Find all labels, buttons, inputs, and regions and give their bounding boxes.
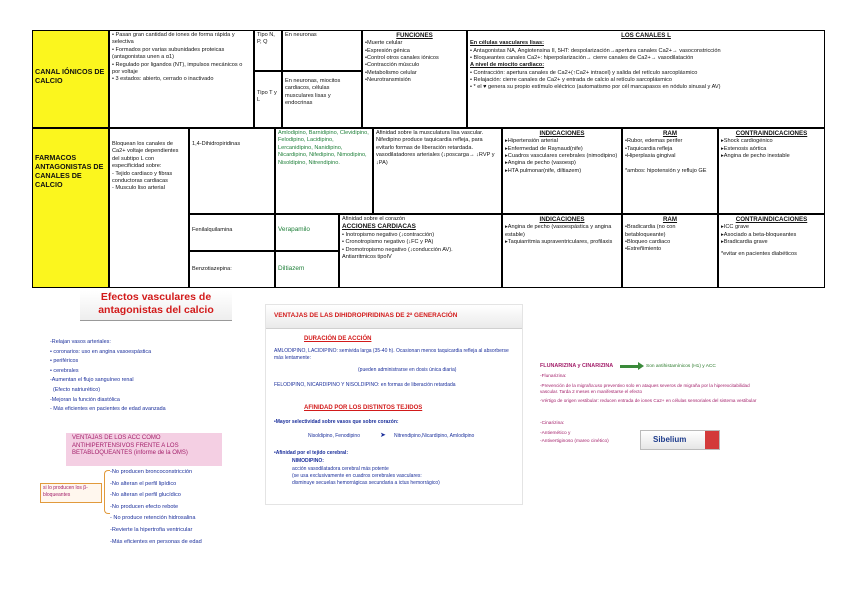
funcion-item: •Neurotransmisión bbox=[365, 77, 411, 84]
contraindicaciones-title: CONTRAINDICACIONES bbox=[735, 130, 808, 137]
sibelium-box-image bbox=[640, 430, 720, 450]
amlo-text: AMLODIPINO, LACIDIPINO: semivida larga (35-40 h). Ocasionan menos taquicardia refleja al absorberse más lentamente: bbox=[274, 348, 509, 361]
dhp-afinidad-cell bbox=[373, 128, 502, 214]
cardio-line: Afinidad sobre el corazón bbox=[342, 216, 406, 222]
cina-line: -Antiemético y bbox=[540, 431, 571, 436]
ventaja-item: -No alteran el perfil lipídico bbox=[110, 480, 177, 487]
nondhp-contra-cell bbox=[718, 214, 825, 288]
efectos-title-box bbox=[80, 291, 232, 321]
indicacion-item: ▸Hipertensión arterial bbox=[505, 138, 558, 145]
funciones-title: FUNCIONES bbox=[396, 32, 433, 39]
contra-item: ▸Estenosis aórtica bbox=[721, 145, 767, 152]
efecto-item: -Relajan vasos arteriales: bbox=[50, 339, 111, 345]
funcion-item: •Control otros canales iónicos bbox=[365, 54, 439, 61]
ventaja-item: -Revierte la hipertrofia ventricular bbox=[110, 526, 193, 533]
cardio-line: • Cronotropismo negativo (↓FC y PA) bbox=[342, 239, 434, 246]
cardio-line: • Inotropismo negativo (↓contracción) bbox=[342, 231, 435, 238]
fenil-label-cell bbox=[189, 214, 275, 251]
row2-label: FARMACOS ANTAGONISTAS DE CANALES DE CALCIO bbox=[35, 153, 104, 189]
cardio-line: • Dromotropismo negativo (↓conducción AV). bbox=[342, 246, 453, 253]
indicaciones-title: INDICACIONES bbox=[539, 216, 585, 223]
row2-desc-1: - Tejido cardiaco y fibras conductoras cardiacas bbox=[112, 170, 173, 184]
cina-head: -Cinarizina: bbox=[540, 421, 565, 426]
ventajas-acc-title: VENTAJAS DE LOS ACC COMO ANTIHIPERTENSIVOS FRENTE A LOS BETABLOQUEANTES (informe de la OMS) bbox=[72, 435, 188, 456]
tipo-tyl-desc: En neuronas, miocitos cardiacos, células musculares lisas y endocrinas bbox=[285, 78, 341, 107]
ventajas-list bbox=[110, 467, 260, 548]
ram-item: •Bloqueo cardiaco bbox=[625, 238, 671, 245]
row1-desc-0: • Pasan gran cantidad de iones de forma rápida y selectiva bbox=[112, 32, 235, 46]
indicacion-item: ▸Cuadros vasculares cerebrales (nimodipino) bbox=[505, 152, 618, 159]
ram-item: •Bradicardia (no con betabloqueante) bbox=[625, 224, 676, 238]
tipo-tyl: Tipo T y L bbox=[257, 90, 277, 104]
sibelium-stripe bbox=[705, 431, 719, 449]
efectos-title-1: Efectos vasculares de bbox=[100, 291, 212, 303]
cardio-line: Antiarritmicos tipoIV bbox=[342, 253, 392, 260]
indicacion-item: ▸HTA pulmonar(nife, diltiazem) bbox=[505, 167, 582, 174]
dhp-indicaciones-cell bbox=[502, 128, 622, 214]
nimo-line: disminuye secuelas hemorrágicas secundaria a ictus hemorrágico) bbox=[292, 479, 440, 486]
contra-item: ▸Bradicardia grave bbox=[721, 238, 768, 245]
canales-line: • Relajación: cierre canales de Ca2+ y entrada de calcio al retículo sarcoplásmico bbox=[470, 77, 673, 84]
canales-line: • * el ♥ genera su propio estímulo eléctrico (automatismo por cél marcapasos en nódulo sinusal y AV) bbox=[470, 84, 721, 91]
ventaja-item: -No alteran el perfil glucídico bbox=[110, 492, 181, 499]
fenil-drug-cell bbox=[275, 214, 339, 251]
ram-item: •Taquicardia refleja bbox=[625, 145, 673, 152]
ram-title: RAM bbox=[662, 130, 678, 137]
dhp-afinidad: Afinidad sobre la musculatura lisa vascular. Nifedipino produce taquicardia refleja, para evitarlo formas de liberación retardada. vasodilatadores arteriales (↓poscarga→ ↓RVP y ↓PA) bbox=[376, 130, 495, 166]
duracion-title: DURACIÓN DE ACCIÓN bbox=[304, 336, 372, 342]
middle-title: VENTAJAS DE LAS DIHIDROPIRIDINAS DE 2ª GENERACIÓN bbox=[274, 312, 458, 319]
benzo-label-cell bbox=[189, 251, 275, 288]
ram-item: •Estreñimiento bbox=[625, 246, 662, 253]
sel-right: Nitrendipino,Nicardipino, Amlodipino bbox=[394, 433, 475, 439]
row2-desc-0: Bloquean los canales de Ca2+ voltaje dependientes del subtipo L con especificidad sobre: bbox=[112, 141, 179, 170]
row1-label: CANAL IÓNICOS DE CALCIO bbox=[35, 67, 105, 85]
indicaciones-title: INDICACIONES bbox=[539, 130, 585, 137]
sibelium-label: Sibelium bbox=[653, 435, 687, 444]
efecto-item: - Más eficientes en pacientes de edad avanzada bbox=[50, 406, 166, 413]
funcion-item: •Expresión génica bbox=[365, 47, 410, 54]
fluna-title: FLUNARIZINA y CINARIZINA bbox=[540, 363, 614, 369]
ventaja-item: -No producen efecto rebote bbox=[110, 503, 179, 510]
dhp-drugs-cell bbox=[275, 128, 373, 214]
efectos-list bbox=[50, 338, 255, 415]
middle-panel bbox=[265, 304, 523, 505]
row1-label-cell bbox=[32, 30, 109, 128]
fenil-label: Fenilalquilamina bbox=[192, 227, 233, 233]
row1-desc-1: • Formados por varias subunidades proteicas (antagonistas unen a α1) bbox=[112, 46, 225, 61]
contra-item: ▸Asociado a beta-bloqueantes bbox=[721, 231, 797, 238]
cardio-actions-cell bbox=[339, 214, 502, 288]
tipo-npq-desc-cell bbox=[282, 30, 362, 71]
canales-line: • Bloqueantes canales Ca2+: hiperpolarización→ cierre canales de Ca2+→ vasodilatación bbox=[470, 54, 694, 61]
ventaja-item: - No produce retención hidrosalina bbox=[110, 515, 196, 522]
betabloq-label: si lo producen los β-bloqueantes bbox=[43, 485, 88, 498]
fluna-arrowhead-icon bbox=[638, 362, 644, 370]
ram-item: •Hiperplasia gingival bbox=[625, 152, 676, 159]
nondhp-ram-cell bbox=[622, 214, 718, 288]
dhp-drugs: Amlodipino, Barnidipino, Clevidipino, Felodipino, Lacidipino, Lercanidipino, Nanidipino, Nicardipino, Nifedipino, Nimodipino, Nisoldipino, Nitrendipino. bbox=[278, 130, 369, 166]
funcion-item: •Contracción músculo bbox=[365, 62, 420, 69]
efecto-item: • coronarios: uso en angina vasoespástica bbox=[50, 348, 152, 355]
tipo-npq-cell bbox=[254, 30, 282, 71]
canales-l-title: LOS CANALES L bbox=[621, 32, 671, 39]
fluna-line: -Prevención de la migraña:uso preventivo solo en ataques severos de migraña por la hiperexcitabilidad vascular. Tarda 2 meses en manifestarse el efecto bbox=[540, 383, 750, 395]
ram-item: *ambos: hipotensión y reflujo GE bbox=[625, 168, 707, 175]
efecto-item: -Mejoran la función diastólica bbox=[50, 396, 120, 403]
row2-description-cell bbox=[109, 128, 189, 288]
ventajas-acc-box bbox=[66, 433, 222, 466]
nimo-title: NIMODIPINO: bbox=[292, 458, 324, 464]
tipo-npq: Tipo N, P, Q bbox=[257, 32, 275, 46]
fluna-head: -Flunarizina: bbox=[540, 374, 567, 379]
indicacion-item: ▸Angina de pecho (vasoesp) bbox=[505, 160, 576, 167]
contra-item: ▸Shock cardiogénico bbox=[721, 138, 773, 145]
contra-item: ▸Angina de pecho inestable bbox=[721, 152, 790, 159]
ventaja-item: -Más eficientes en personas de edad bbox=[110, 538, 202, 545]
benzo-drug-cell bbox=[275, 251, 339, 288]
row1-desc-3: • 3 estados: abierto, cerrado o inactivado bbox=[112, 76, 214, 83]
row1-desc-2: • Regulado por ligandos (NT), impulsos mecánicos o por voltaje bbox=[112, 61, 243, 75]
canales-line: • Contracción: apertura canales de Ca2+(↑Ca2+ intracel) y salida del retículo sarcoplásmico bbox=[470, 69, 698, 76]
benzo-drug: Diltiazem bbox=[278, 265, 305, 272]
contra-item: ▸ICC grave bbox=[721, 224, 749, 231]
contra-item: *evitar en pacientes diabéticos bbox=[721, 251, 797, 258]
amlo-note: (pueden administrarse en dosis única diaria) bbox=[358, 367, 457, 373]
fluna-subtitle: Son antihistamínicos (H1) y ACC bbox=[646, 364, 716, 369]
afinidad-tejido: •Afinidad por el tejido cerebral: bbox=[274, 450, 348, 456]
nimo-lines bbox=[292, 466, 520, 486]
row1-description-cell bbox=[109, 30, 254, 128]
indicacion-item: ▸Taquiarritmia supraventriculares, profilaxis bbox=[505, 238, 613, 245]
canales-l-cell bbox=[467, 30, 825, 128]
canales-subtitle: En células vasculares lisas: bbox=[470, 40, 545, 47]
efecto-item: • cerebrales bbox=[50, 367, 79, 374]
efecto-item: (Efecto natriurético) bbox=[53, 386, 101, 393]
funcion-item: •Metabolismo celular bbox=[365, 69, 417, 76]
efecto-item: • periféricos bbox=[50, 358, 79, 365]
canales-subtitle: A nivel de miocito cardiaco: bbox=[470, 62, 545, 69]
cina-line: -Antivertiginoso (mareo cinético) bbox=[540, 439, 609, 445]
fenil-drug: Verapamilo bbox=[278, 226, 310, 233]
tipo-tyl-desc-cell bbox=[282, 71, 362, 128]
benzo-label: Benzotiazepina: bbox=[192, 266, 232, 272]
cardio-title: ACCIONES CARDIACAS bbox=[342, 223, 416, 231]
nimo-line: (se usa exclusivamente en cuadros cerebrales vasculares: bbox=[292, 472, 422, 479]
sel-arrow-icon: ➤ bbox=[380, 432, 386, 439]
row2-label-cell bbox=[32, 128, 109, 288]
nondhp-indicaciones-cell bbox=[502, 214, 622, 288]
efectos-title-2: antagonistas del calcio bbox=[98, 304, 214, 316]
indicacion-item: ▸Angina de pecho (vasoespástica y angina estable) bbox=[505, 224, 612, 238]
dhp-label-cell bbox=[189, 128, 275, 214]
funcion-item: •Muerte celular bbox=[365, 40, 403, 47]
cina-lines bbox=[540, 430, 609, 446]
ram-item: •Rubor, edemas perifer bbox=[625, 138, 683, 145]
ram-title: RAM bbox=[662, 216, 678, 223]
efecto-item: -Aumentan el flujo sanguíneo renal bbox=[50, 377, 134, 384]
row2-desc-2: - Musculo liso arterial bbox=[112, 185, 165, 192]
tipo-tyl-cell bbox=[254, 71, 282, 128]
dhp-ram-cell bbox=[622, 128, 718, 214]
fluna-line: -Vértigo de origen vestibular: reducen entrada de iones Ca2+ en células sensoriales del sistema vestibular bbox=[540, 398, 757, 404]
sel-left: Nisoldipino, Fenodipino bbox=[308, 433, 360, 439]
afinidad-title: AFINIDAD POR LOS DISTINTOS TEJIDOS bbox=[304, 405, 423, 411]
tipo-npq-desc: En neuronas bbox=[285, 32, 317, 38]
dhp-contra-cell bbox=[718, 128, 825, 214]
betabloq-side-label bbox=[40, 483, 102, 503]
felo-text: FELODIPINO, NICARDIPINO Y NISOLDIPINO: en formas de liberación retardada bbox=[274, 382, 456, 388]
ventaja-item: -No producen broncoconstricción bbox=[110, 469, 193, 475]
fluna-lines bbox=[540, 383, 758, 405]
indicacion-item: ▸Enfermedad de Raynaud(nife) bbox=[505, 145, 583, 152]
funciones-cell bbox=[362, 30, 467, 128]
mayor-selectividad: •Mayor selectividad sobre vasos que sobre corazón: bbox=[274, 419, 399, 425]
fluna-arrow-icon bbox=[620, 365, 640, 368]
nimo-line: acción vasodilatadora cerebral más potente bbox=[292, 466, 389, 472]
contraindicaciones-title: CONTRAINDICACIONES bbox=[735, 216, 808, 223]
canales-line: • Antagonistas NA, Angiotensina II, 5HT: despolarización→apertura canales Ca2+→ vasoconstricción bbox=[470, 47, 721, 54]
dhp-label: 1,4-Dihidropiridinas bbox=[192, 141, 241, 147]
